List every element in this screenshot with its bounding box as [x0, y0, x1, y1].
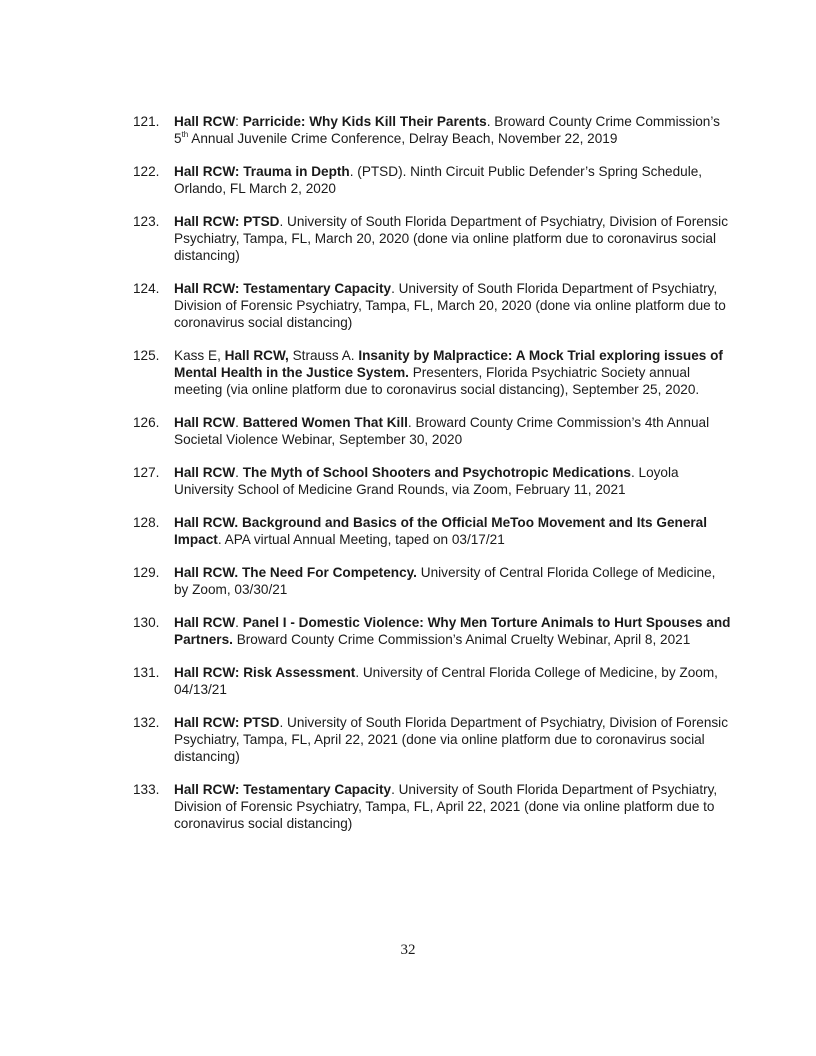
bold-text: Insanity by Malpractice: A Mock Trial exploring issues of Mental Health in the Justice System. [174, 348, 723, 380]
item-text: . University of Central Florida College of Medicine, by Zoom, 04/13/21 [174, 665, 718, 697]
item-number: 133. [133, 782, 160, 797]
list-item [133, 514, 733, 548]
item-text: . University of South Florida Department of Psychiatry, Division of Forensic Psychiatry, Tampa, FL, April 22, 2021 (done via online platform due to coronavirus social distancing) [174, 715, 728, 764]
item-text: University of Central Florida College of Medicine, by Zoom, 03/30/21 [174, 565, 716, 597]
item-number: 121. [133, 114, 160, 129]
bold-text: Hall RCW [174, 465, 236, 480]
bold-text: Hall RCW: Testamentary Capacity [174, 281, 392, 296]
list-item [133, 664, 733, 698]
item-text: Presenters, Florida Psychiatric Society annual meeting (via online platform due to coronavirus social distancing), September 25, 2020. [174, 365, 700, 397]
item-number: 127. [133, 465, 160, 480]
item-text: . Loyola University School of Medicine Grand Rounds, via Zoom, February 11, 2021 [174, 465, 679, 497]
bold-text: Hall RCW. The Need For Competency. [174, 565, 417, 580]
item-number: 131. [133, 665, 160, 680]
bold-text: Hall RCW. Background and Basics of the Official MeToo Movement and Its General Impact [174, 515, 708, 547]
bold-text: The Myth of School Shooters and Psychotropic Medications [242, 465, 631, 480]
bold-text: Hall RCW: PTSD [174, 715, 280, 730]
item-number: 122. [133, 164, 160, 179]
item-text: . University of South Florida Department of Psychiatry, Division of Forensic Psychiatry, Tampa, FL, March 20, 2020 (done via online platform due to coronavirus social distancing) [174, 281, 726, 330]
list-item [133, 113, 733, 147]
item-text: Strauss A. [288, 348, 359, 363]
item-text: . [235, 615, 243, 630]
list-item [133, 280, 733, 331]
list-item [133, 213, 733, 264]
item-number: 124. [133, 281, 160, 296]
bold-text: Parricide: Why Kids Kill Their Parents [242, 114, 487, 129]
list-item [133, 347, 733, 398]
bold-text: Hall RCW, [224, 348, 289, 363]
item-text: . APA virtual Annual Meeting, taped on 03/17/21 [217, 532, 505, 547]
presentations-list [133, 113, 733, 848]
item-text: Annual Juvenile Crime Conference, Delray Beach, November 22, 2019 [188, 131, 618, 146]
item-number: 126. [133, 415, 160, 430]
item-number: 129. [133, 565, 160, 580]
page-number: 32 [400, 942, 416, 958]
list-item [133, 464, 733, 498]
item-number: 128. [133, 515, 160, 530]
item-text: . Broward County Crime Commission’s 4th Annual Societal Violence Webinar, September 30, 2020 [174, 415, 710, 447]
item-text: th [181, 130, 189, 139]
item-text: . University of South Florida Department of Psychiatry, Division of Forensic Psychiatry, Tampa, FL, April 22, 2021 (done via online platform due to coronavirus social distancing) [174, 782, 718, 831]
bold-text: Panel I - Domestic Violence: Why Men Torture Animals to Hurt Spouses and Partners. [174, 615, 731, 647]
list-item [133, 781, 733, 832]
item-text: Broward County Crime Commission’s Animal Cruelty Webinar, April 8, 2021 [232, 632, 691, 647]
item-text: . (PTSD). Ninth Circuit Public Defender’s Spring Schedule, Orlando, FL March 2, 2020 [174, 164, 703, 196]
bold-text: Hall RCW [174, 114, 236, 129]
item-number: 123. [133, 214, 160, 229]
item-text: . [235, 415, 243, 430]
item-text: . Broward County Crime Commission’s 5 [174, 114, 720, 146]
item-text: Kass E, [174, 348, 225, 363]
list-item [133, 564, 733, 598]
bold-text: Hall RCW: Risk Assessment [174, 665, 356, 680]
item-text: . University of South Florida Department of Psychiatry, Division of Forensic Psychiatry, Tampa, FL, March 20, 2020 (done via online platform due to coronavirus social distancing) [174, 214, 728, 263]
bold-text: Hall RCW: Trauma in Depth [174, 164, 350, 179]
bold-text: Hall RCW [174, 615, 236, 630]
list-item [133, 614, 733, 648]
list-item [133, 414, 733, 448]
item-text: : [235, 114, 243, 129]
bold-text: Battered Women That Kill [242, 415, 408, 430]
item-number: 132. [133, 715, 160, 730]
list-item [133, 163, 733, 197]
bold-text: Hall RCW: PTSD [174, 214, 280, 229]
bold-text: Hall RCW: Testamentary Capacity [174, 782, 392, 797]
list-item [133, 714, 733, 765]
item-text: . [235, 465, 243, 480]
bold-text: Hall RCW [174, 415, 236, 430]
item-number: 130. [133, 615, 160, 630]
item-number: 125. [133, 348, 160, 363]
